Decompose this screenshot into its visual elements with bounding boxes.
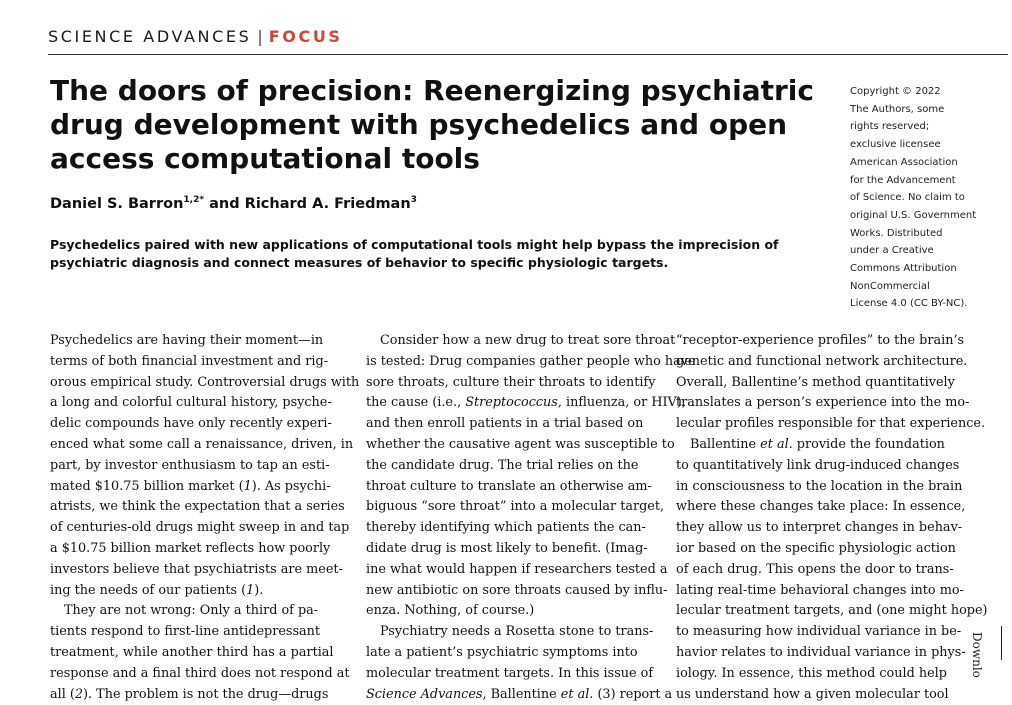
- italic-text: 2: [74, 686, 84, 702]
- italic-text: 1: [246, 582, 255, 598]
- text-line: [366, 393, 686, 414]
- text-line: [366, 539, 672, 560]
- text-line: [50, 560, 356, 581]
- text-line: [676, 518, 982, 539]
- copyright-line: rights reserved;: [850, 121, 930, 133]
- copyright-line: Works. Distributed: [850, 227, 943, 239]
- text-segment: havior relates to individual variance in phys-: [676, 644, 966, 660]
- text-line: [676, 664, 982, 685]
- italic-text: Streptococcus: [465, 395, 558, 411]
- copyright-notice: [850, 83, 980, 313]
- text-segment: Psychedelics are having their moment—in: [50, 333, 324, 348]
- text-segment: iology. In essence, this method could help: [676, 665, 947, 681]
- text-segment: is tested: Drug companies gather people who have: [366, 353, 696, 369]
- text-segment: of centuries-old drugs might sweep in and tap: [50, 520, 350, 536]
- author-name: Daniel S. Barron: [50, 195, 184, 212]
- text-segment: ine what would happen if researchers tested a: [366, 561, 668, 577]
- copyright-line: original U.S. Government: [850, 209, 977, 221]
- text-segment: delic compounds have only recently experi-: [50, 416, 332, 432]
- copyright-line: exclusive licensee: [850, 139, 941, 151]
- text-segment: ing the needs of our patients (: [50, 582, 247, 598]
- text-line: [50, 664, 356, 685]
- text-line: [366, 352, 696, 373]
- text-segment: enced what some call a renaissance, driven, in: [50, 436, 354, 452]
- text-line: [50, 518, 356, 539]
- text-segment: to quantitatively link drug-induced changes: [676, 457, 960, 473]
- text-line: [50, 601, 356, 622]
- text-line: [366, 601, 672, 622]
- copyright-line: Copyright © 2022: [850, 86, 941, 97]
- text-segment: to measuring how individual variance in be-: [676, 624, 962, 640]
- text-line: [50, 393, 356, 414]
- text-line: [676, 456, 982, 477]
- text-segment: They are not wrong: Only a third of pa-: [64, 603, 319, 619]
- text-segment: ). The problem is not the drug—drugs: [83, 686, 329, 702]
- text-segment: new antibiotic on sore throats caused by influ-: [366, 582, 668, 598]
- text-line: [366, 643, 672, 664]
- author-line: [50, 195, 417, 212]
- article-title: The doors of precision: Reenergizing psychiatric drug development with psychedelics and open access computational tools: [50, 74, 814, 175]
- text-segment: a long and colorful cultural history, psyche-: [50, 395, 332, 411]
- author-conjunction: and: [209, 195, 240, 212]
- text-segment: enza. Nothing, of course.): [366, 603, 535, 619]
- author-affiliation: 1,2*: [183, 195, 205, 205]
- text-line: [366, 664, 672, 685]
- text-line: [676, 435, 982, 456]
- text-line: [50, 581, 356, 602]
- text-line: [50, 456, 356, 477]
- header-separator: |: [257, 27, 263, 46]
- text-segment: lecular profiles responsible for that experience.: [676, 416, 986, 432]
- text-line: [676, 622, 982, 643]
- italic-text: Science Advances: [366, 686, 483, 702]
- text-line: [366, 497, 672, 518]
- text-line: [50, 352, 356, 373]
- text-line: [676, 643, 982, 664]
- text-line: [366, 685, 672, 705]
- author-affiliation: 3: [410, 195, 417, 205]
- italic-text: 1: [243, 478, 252, 494]
- text-line: [50, 622, 356, 643]
- text-segment: us understand how a given molecular tool: [676, 686, 949, 702]
- abstract: Psychedelics paired with new applications of computational tools might help bypass the imprecision of psychiatric diagnosis and connect measures of behavior to specific physiologic targets.: [50, 237, 779, 270]
- text-line: [676, 601, 988, 622]
- text-line: [676, 331, 982, 352]
- body-column-3: [676, 331, 988, 705]
- text-segment: (3) report a: [593, 686, 673, 702]
- body-column-2: [366, 331, 696, 705]
- text-line: [676, 539, 982, 560]
- text-segment: where these changes take place: In essence,: [676, 499, 966, 515]
- text-segment: , influenza, or HIV),: [557, 395, 686, 411]
- text-segment: mated $10.75 billion market (: [50, 478, 244, 494]
- text-segment: tients respond to first-line antidepressant: [50, 624, 321, 640]
- text-segment: the cause (i.e.,: [366, 395, 466, 411]
- journal-name: SCIENCE ADVANCES: [48, 27, 252, 46]
- text-segment: Consider how a new drug to treat sore throat: [380, 333, 676, 348]
- text-segment: thereby identifying which patients the can-: [366, 520, 646, 536]
- text-line: [676, 581, 982, 602]
- text-segment: the candidate drug. The trial relies on the: [366, 457, 639, 473]
- text-segment: they allow us to interpret changes in behav-: [676, 520, 963, 536]
- author-name: Richard A. Friedman: [244, 195, 411, 212]
- copyright-line: License 4.0 (CC BY-NC).: [850, 298, 968, 310]
- text-segment: whether the causative agent was susceptible to: [366, 436, 675, 452]
- text-line: [366, 518, 672, 539]
- text-segment: “receptor-experience profiles” to the brain’s: [676, 333, 965, 348]
- copyright-line: Commons Attribution: [850, 263, 957, 275]
- text-segment: ior based on the specific physiologic action: [676, 540, 956, 556]
- text-segment: ).: [254, 582, 264, 598]
- text-line: [366, 581, 672, 602]
- text-line: [50, 477, 356, 498]
- download-rule: [1001, 626, 1002, 660]
- text-segment: lating real-time behavioral changes into mo-: [676, 582, 964, 598]
- text-line: [366, 477, 672, 498]
- text-segment: investors believe that psychiatrists are meet-: [50, 561, 343, 577]
- text-line: [50, 331, 356, 352]
- text-segment: treatment, while another third has a partial: [50, 644, 334, 660]
- text-line: [50, 643, 356, 664]
- copyright-line: for the Advancement: [850, 174, 956, 186]
- text-segment: orous empirical study. Controversial drugs with: [50, 374, 360, 390]
- text-segment: atrists, we think the expectation that a series: [50, 499, 345, 515]
- text-segment: in consciousness to the location in the brain: [676, 478, 963, 494]
- text-line: [50, 373, 360, 394]
- text-segment: terms of both financial investment and rig-: [50, 353, 329, 369]
- text-line: [366, 435, 675, 456]
- text-segment: Psychiatry needs a Rosetta stone to trans-: [380, 624, 654, 640]
- text-line: [676, 497, 982, 518]
- text-line: [676, 352, 982, 373]
- text-line: [676, 560, 982, 581]
- text-segment: , Ballentine: [482, 686, 561, 702]
- text-line: [366, 622, 672, 643]
- text-segment: genetic and functional network architecture.: [676, 353, 968, 369]
- text-segment: provide the foundation: [792, 436, 945, 452]
- text-segment: Ballentine: [690, 436, 761, 452]
- copyright-line: of Science. No claim to: [850, 192, 965, 204]
- text-line: [50, 497, 356, 518]
- download-side-text[interactable]: Downlo: [970, 632, 984, 678]
- italic-text: et al.: [760, 436, 793, 452]
- text-segment: throat culture to translate an otherwise am-: [366, 478, 652, 494]
- copyright-line: NonCommercial: [850, 280, 930, 292]
- text-line: [676, 373, 982, 394]
- text-segment: of each drug. This opens the door to trans-: [676, 561, 954, 577]
- text-line: [50, 539, 356, 560]
- text-segment: response and a final third does not respond at: [50, 665, 350, 681]
- copyright-line: under a Creative: [850, 245, 934, 257]
- header-rule: [48, 54, 1008, 55]
- text-segment: biguous “sore throat” into a molecular target,: [366, 499, 665, 515]
- text-segment: sore throats, culture their throats to identify: [366, 374, 656, 390]
- text-line: [366, 456, 672, 477]
- text-segment: ). As psychi-: [251, 478, 331, 494]
- journal-header: [48, 27, 343, 46]
- body-column-1: [50, 331, 360, 705]
- text-line: [366, 331, 676, 352]
- italic-text: et al.: [560, 686, 594, 702]
- text-line: [366, 560, 672, 581]
- text-line: [676, 477, 982, 498]
- text-segment: a $10.75 billion market reflects how poorly: [50, 540, 331, 556]
- copyright-line: American Association: [850, 156, 958, 168]
- text-line: [50, 685, 356, 705]
- text-segment: lecular treatment targets, and (one might hope): [676, 603, 988, 619]
- text-line: [50, 414, 356, 435]
- text-line: [366, 373, 672, 394]
- text-segment: all (: [50, 686, 75, 702]
- copyright-line: The Authors, some: [850, 103, 945, 115]
- text-line: [676, 414, 986, 435]
- text-segment: didate drug is most likely to benefit. (Imag-: [366, 540, 648, 556]
- text-line: [50, 435, 356, 456]
- text-segment: late a patient’s psychiatric symptoms into: [366, 644, 638, 660]
- text-segment: Overall, Ballentine’s method quantitatively: [676, 374, 955, 390]
- text-segment: and then enroll patients in a trial based on: [366, 416, 644, 432]
- text-segment: molecular treatment targets. In this issue of: [366, 665, 654, 681]
- text-segment: part, by investor enthusiasm to tap an esti-: [50, 457, 330, 473]
- section-label: FOCUS: [268, 27, 343, 46]
- text-line: [366, 414, 672, 435]
- text-line: [676, 685, 982, 705]
- text-line: [676, 393, 982, 414]
- text-segment: translates a person’s experience into the mo-: [676, 395, 970, 411]
